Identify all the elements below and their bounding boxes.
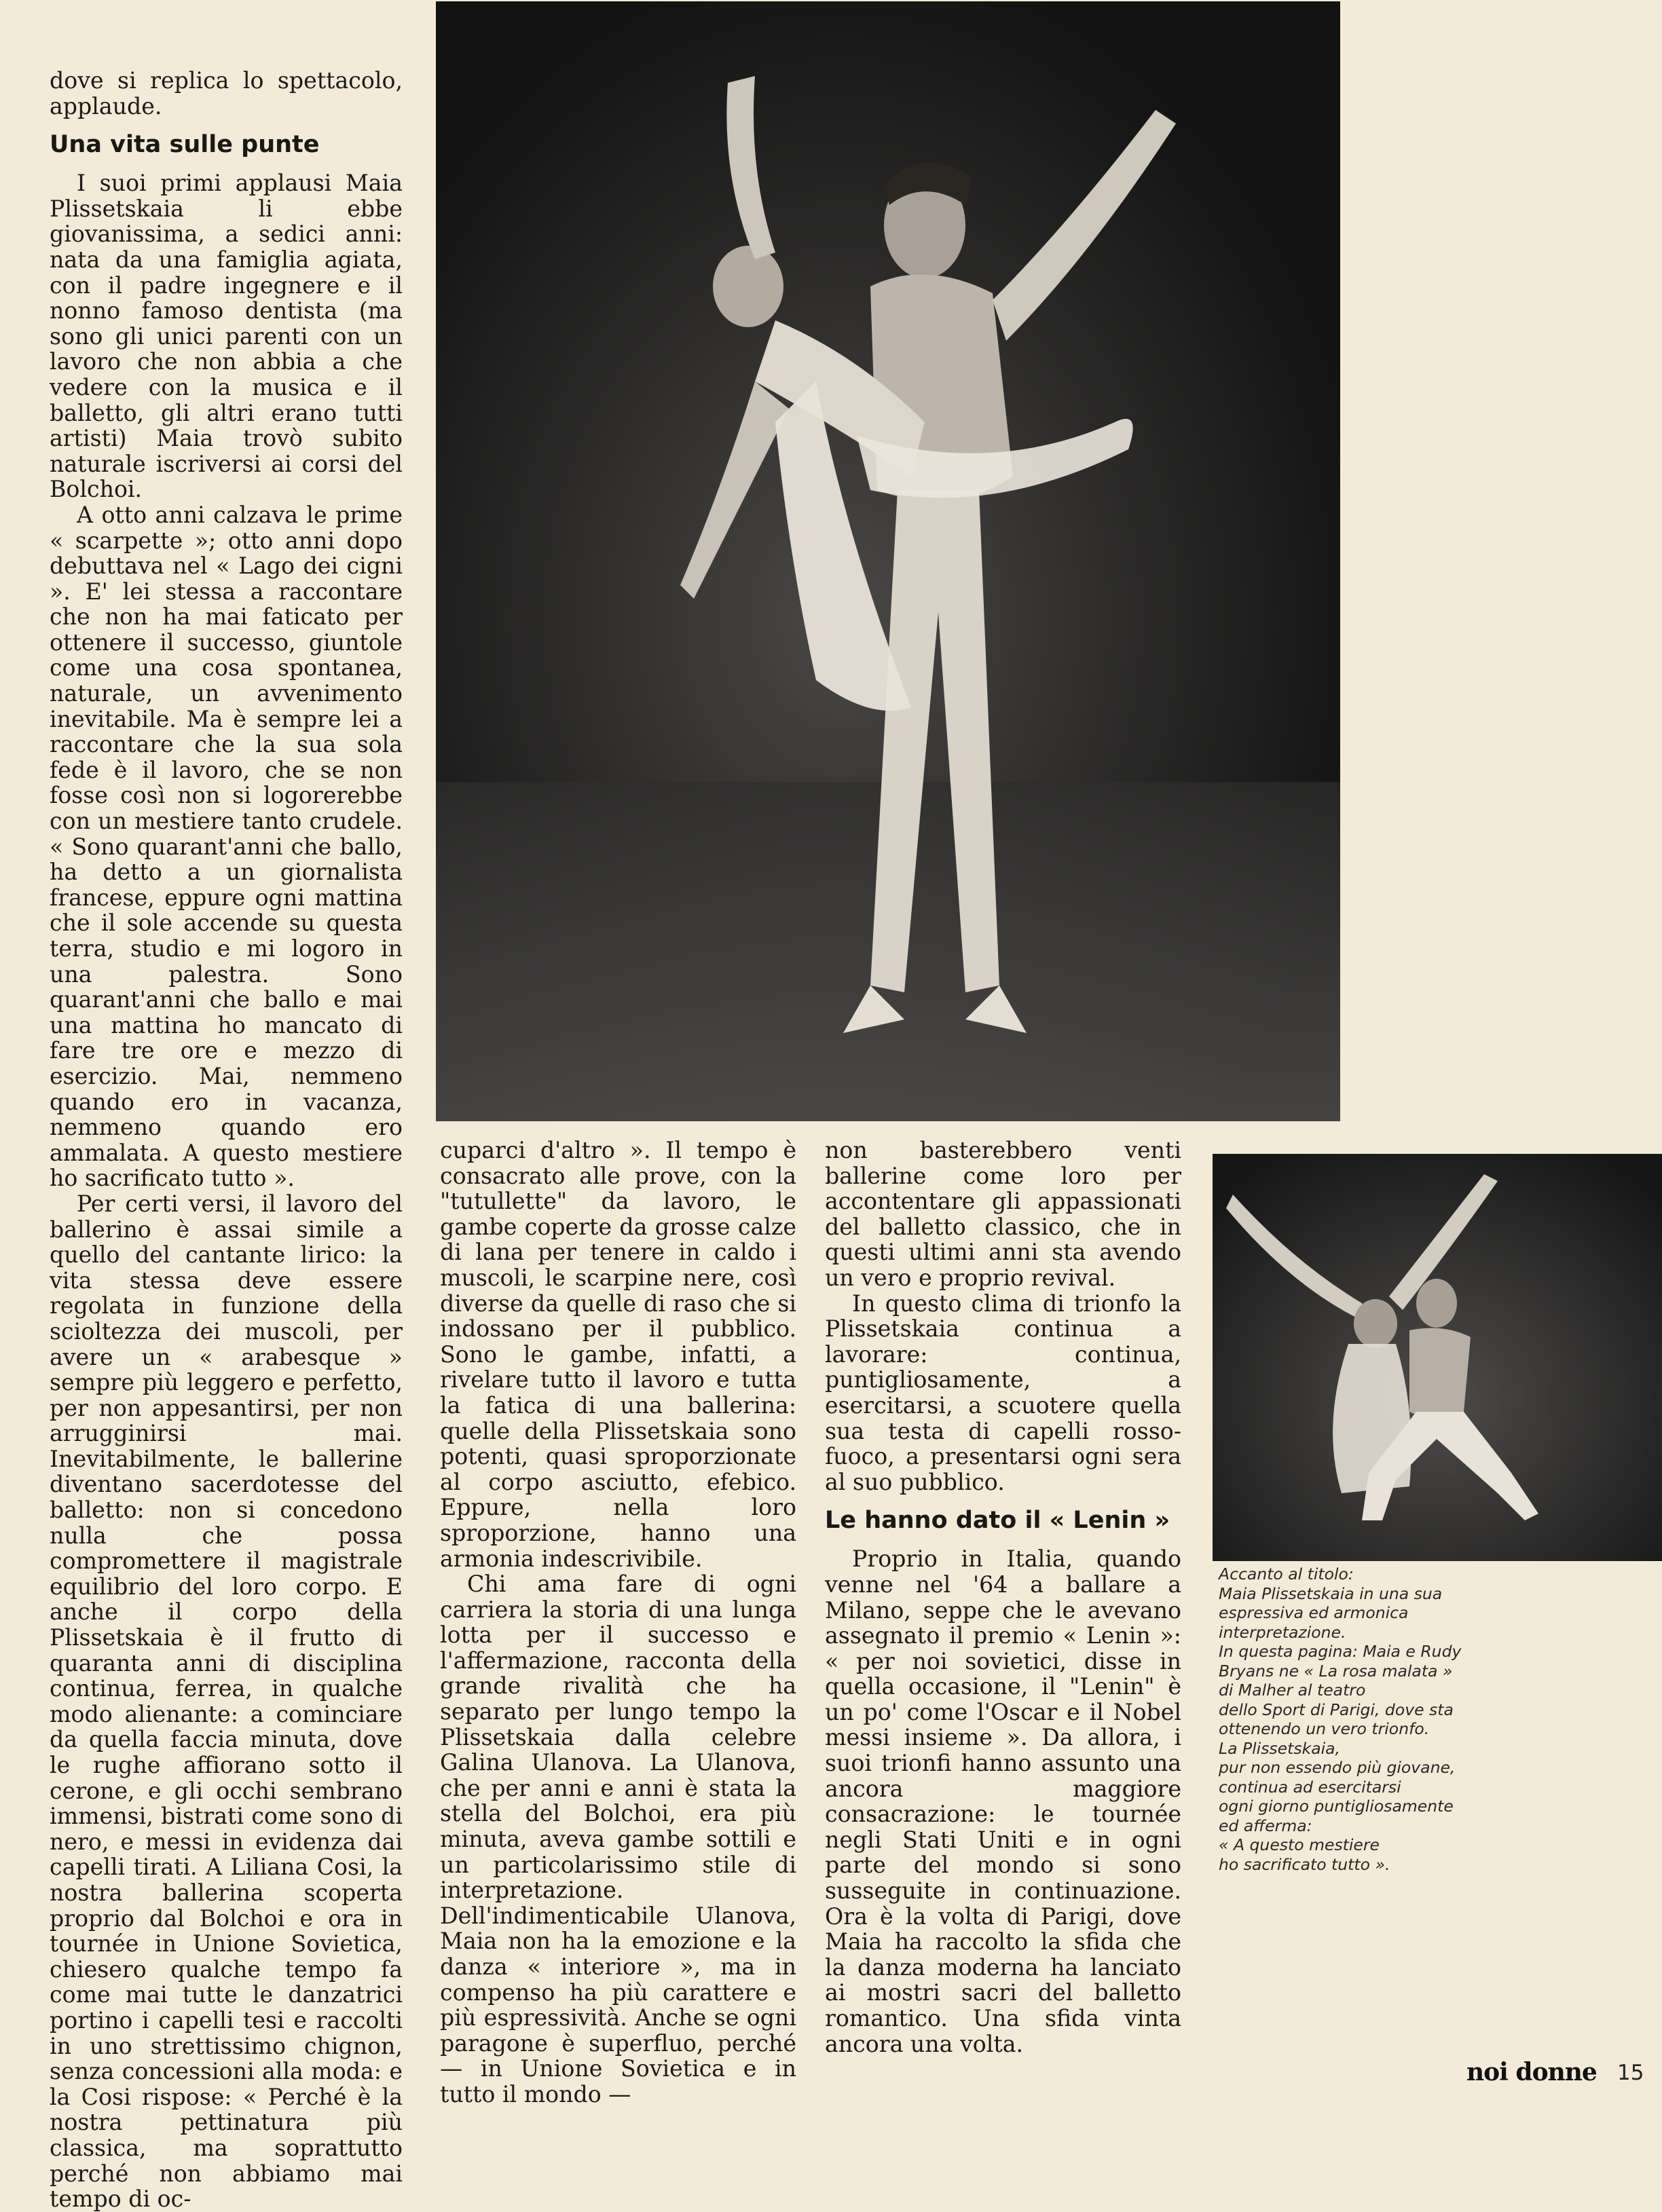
paragraph: Proprio in Italia, quando venne nel '64 a ballare a Milano, seppe che le avevano assegnato il premio « Lenin »: « per noi sovietici, disse in quella occasione, il "Lenin" è un po' come l'Oscar e il Nobel messi insieme ». Da allora, i suoi trionfi hanno assunto una ancora maggiore consacrazione: le tournée negli Stati Uniti e in ogni parte del mondo si sono susseguite in continuazione. Ora è la volta di Parigi, dove Maia ha raccolto la sfida che la danza moderna ha lanciato ai mostri sacri del balletto romantico. Una sfida vinta ancora una volta.: [825, 1545, 1181, 2057]
paragraph: Chi ama fare di ogni carriera la storia di una lunga lotta per il successo e l'affermazione, racconta della grande rivalità che ha separato per lungo tempo la Plissetskaia dalla celebre Galina Ulanova. La Ulanova, che per anni e anni è stata la stella del Bolchoi, era più minuta, aveva gambe sottili e un particolarissimo stile di interpretazione. Dell'indimenticabile Ulanova, Maia non ha la emozione e la danza « interiore », ma in compenso ha più carattere e più espressività. Anche se ogni paragone è superfluo, perché — in Unione Sovietica e in tutto il mondo —: [440, 1571, 796, 2107]
paragraph: I suoi primi applausi Maia Plissetskaia li ebbe giovanissima, a sedici anni: nata da una famiglia agiata, con il padre ingegnere e il nonno famoso dentista (ma sono gli unici parenti con un lavoro che non abbia a che vedere con la musica e il balletto, gli altri erano tutti artisti) Maia trovò subito naturale iscriversi ai corsi del Bolchoi.: [50, 170, 403, 503]
paragraph: In questo clima di trionfo la Plissetskaia continua a lavorare: continua, puntigliosamente, a esercitarsi, a scuotere quella sua testa di capelli rosso-fuoco, a presentarsi ogni sera al suo pubblico.: [825, 1290, 1181, 1495]
paragraph: dove si replica lo spettacolo, applaude.: [50, 67, 403, 119]
caption-line: ogni giorno puntigliosamente: [1219, 1797, 1454, 1816]
caption-line: In questa pagina: Maia e Rudy: [1219, 1642, 1462, 1661]
paragraph: Per certi versi, il lavoro del ballerino è assai simile a quello del cantante lirico: la vita stessa deve essere regolata in funzione della scioltezza dei muscoli, per avere un « arabesque » sempre più leggero e perfetto, per non appesantirsi, per non arrugginirsi mai. Inevitabilmente, le ballerine diventano sacerdotesse del balletto: non si concedono nulla che possa compromettere il magistrale equilibrio del loro corpo. E anche il corpo della Plissetskaia è il frutto di quaranta anni di disciplina continua, ferrea, in qualche modo alienante: a cominciare da quella faccia minuta, dove le rughe affiorano sotto il cerone, e gli occhi sembrano immensi, bistrati come sono di nero, e messi in evidenza dai capelli tirati. A Liliana Cosi, la nostra ballerina scoperta proprio dal Bolchoi e ora in tournée in Unione Sovietica, chiesero qualche tempo fa come mai tutte le danzatrici portino i capelli tesi e raccolti in uno strettissimo chignon, senza concessioni alla moda: e la Cosi rispose: « Perché è la nostra pettinatura più classica, ma soprattutto perché non abbiamo mai tempo di oc-: [50, 1190, 403, 2212]
magazine-brand: noi donne: [1466, 2058, 1597, 2086]
photo-illustration: [1213, 1154, 1662, 1561]
text-column-2: [440, 1138, 796, 2107]
caption-line: Maia Plissetskaia in una sua: [1219, 1583, 1443, 1603]
caption-line: « A questo mestiere: [1219, 1835, 1380, 1854]
text-column-3: [825, 1138, 1181, 2057]
main-photo-dancers: [436, 1, 1340, 1121]
caption-line: Accanto al titolo:: [1219, 1564, 1354, 1583]
paragraph: A otto anni calzava le prime « scarpette »; otto anni dopo debuttava nel « Lago dei cigni ». E' lei stessa a raccontare che non ha mai faticato per ottenere il successo, giuntole come una cosa spontanea, naturale, un avvenimento inevitabile. Ma è sempre lei a raccontare che la sua sola fede è il lavoro, che se non fosse così non si logorerebbe con un mestiere tanto crudele. « Sono quarant'anni che ballo, ha detto a un giornalista francese, eppure ogni mattina che il sole accende su questa terra, studio e mi logoro in una palestra. Sono quarant'anni che ballo e mai una mattina ho mancato di fare tre ore e mezzo di esercizio. Mai, nemmeno quando ero in vacanza, nemmeno quando ero ammalata. A questo mestiere ho sacrificato tutto ».: [50, 501, 403, 1192]
caption-line: pur non essendo più giovane,: [1219, 1758, 1456, 1777]
small-photo-dancers: [1213, 1154, 1662, 1561]
caption-line: ed afferma:: [1219, 1816, 1312, 1835]
page-number: 15: [1617, 2061, 1644, 2085]
caption-line: di Malher al teatro: [1219, 1681, 1366, 1700]
section-heading: Una vita sulle punte: [50, 131, 320, 159]
paragraph: cuparci d'altro ». Il tempo è consacrato alle prove, con la "tutullette" da lavoro, le gambe coperte da grosse calze di lana per tenere in caldo i muscoli, le scarpine nere, così diverse da quelle di raso che si indossano per il pubblico. Sono le gambe, infatti, a rivelare tutto il lavoro e tutta la fatica di una ballerina: quelle della Plissetskaia sono potenti, quasi sproporzionate al corpo asciutto, efebico. Eppure, nella loro sproporzione, hanno una armonia indescrivibile.: [440, 1137, 796, 1572]
photo-caption: [1219, 1564, 1646, 1874]
section-heading: Le hanno dato il « Lenin »: [825, 1507, 1170, 1535]
caption-line: La Plissetskaia,: [1219, 1738, 1341, 1758]
caption-line: Bryans ne « La rosa malata »: [1219, 1661, 1453, 1681]
caption-line: espressiva ed armonica: [1219, 1603, 1409, 1622]
photo-illustration: [436, 1, 1340, 1121]
paragraph: non basterebbero venti ballerine come loro per accontentare gli appassionati del balletto classico, che in questi ultimi anni sta avendo un vero e proprio revival.: [825, 1137, 1181, 1291]
caption-line: ottenendo un vero trionfo.: [1219, 1719, 1430, 1738]
caption-line: interpretazione.: [1219, 1622, 1346, 1642]
caption-line: continua ad esercitarsi: [1219, 1777, 1401, 1797]
caption-line: ho sacrificato tutto ».: [1219, 1854, 1390, 1874]
text-column-1: [50, 68, 403, 2212]
caption-line: dello Sport di Parigi, dove sta: [1219, 1700, 1454, 1719]
